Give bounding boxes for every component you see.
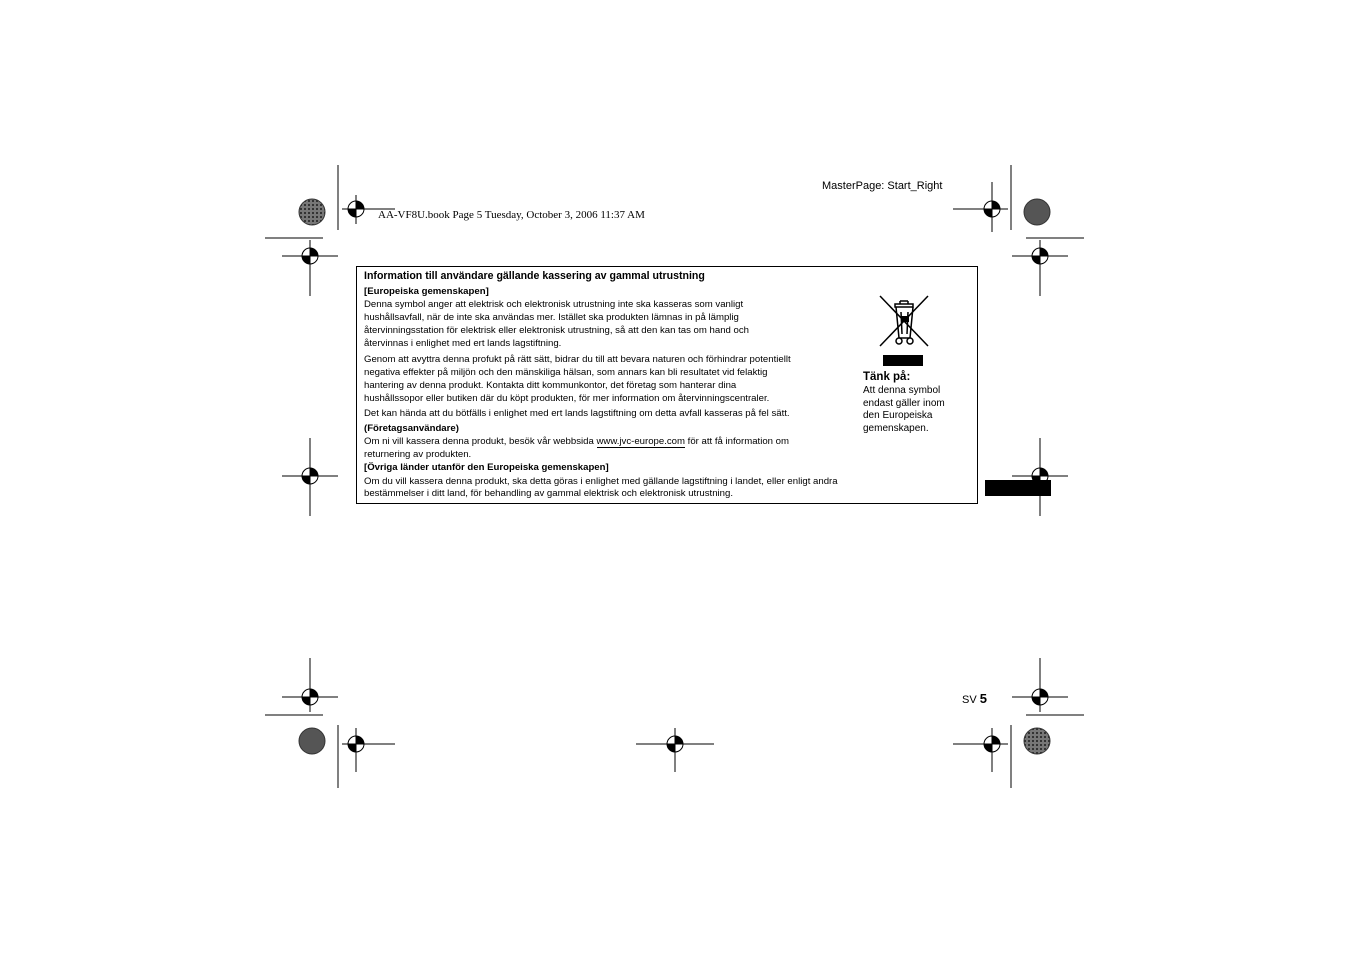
paragraph-line: Genom att avyttra denna profukt på rätt sätt, bidrar du till att bevara naturen och förhindrar potentiellt (364, 354, 791, 365)
paragraph-line: bestämmelser i ditt land, för behandling av gammal elektrisk och elektronisk utrustning. (364, 488, 734, 499)
notice-title: Information till användare gällande kassering av gammal utrustning (364, 270, 705, 282)
language-code: SV (962, 694, 977, 706)
chapter-tab (985, 480, 1051, 496)
page-number (962, 691, 987, 706)
paragraph-line: hushållssopor eller butiken där du köpt produkten, för mer information om återvinningscentraler. (364, 393, 770, 404)
symbol-underline-bar (883, 355, 923, 366)
side-note-line: gemenskapen. (863, 423, 929, 434)
paragraph-text: för att få information om (685, 436, 789, 447)
paragraph-line (364, 435, 789, 448)
paragraph-line: hantering av denna produkt. Kontakta ditt kommunkontor, det företag som hanterar dina (364, 380, 737, 391)
paragraph-text: Om ni vill kassera denna produkt, besök vår webbsida (364, 436, 597, 447)
paragraph-line: Om du vill kassera denna produkt, ska detta göras i enlighet med gällande lagstiftning i landet, eller enligt andra (364, 476, 838, 487)
paragraph-line: returnering av produkten. (364, 449, 472, 460)
section-heading-eu: [Europeiska gemenskapen] (364, 286, 489, 297)
side-note-line: den Europeiska (863, 410, 933, 421)
paragraph-line: återvinnas i enlighet med ert lands lagstiftning. (364, 338, 562, 349)
section-heading-other-countries: [Övriga länder utanför den Europeiska gemenskapen] (364, 462, 609, 473)
page-number-value: 5 (979, 691, 987, 706)
paragraph-line: negativa effekter på miljön och den mänskiliga hälsan, som annars kan bli resultatet vid felaktig (364, 367, 768, 378)
paragraph-line: hushållsavfall, när de inte ska användas mer. Istället ska produkten lämnas in på lämplig (364, 312, 739, 323)
book-info-line: AA-VF8U.book Page 5 Tuesday, October 3, 2006 11:37 AM (378, 209, 645, 221)
side-note-line: Att denna symbol (863, 385, 941, 396)
crossed-out-wheelie-bin-icon (877, 294, 931, 348)
disposal-notice-box (356, 266, 978, 504)
paragraph-line: Det kan hända att du bötfälls i enlighet med ert lands lagstiftning om detta avfall kasseras på fel sätt. (364, 408, 790, 419)
side-note-heading: Tänk på: (863, 371, 911, 383)
website-link[interactable]: www.jvc-europe.com (596, 436, 686, 447)
section-heading-business: (Företagsanvändare) (364, 423, 459, 434)
paragraph-line: Denna symbol anger att elektrisk och elektronisk utrustning inte ska kasseras som vanligt (364, 299, 744, 310)
side-note-line: endast gäller inom (863, 398, 945, 409)
master-page-label: MasterPage: Start_Right (822, 180, 943, 192)
paragraph-line: återvinningsstation för elektrisk eller elektronisk utrustning, så att den kan tas om hand och (364, 325, 750, 336)
